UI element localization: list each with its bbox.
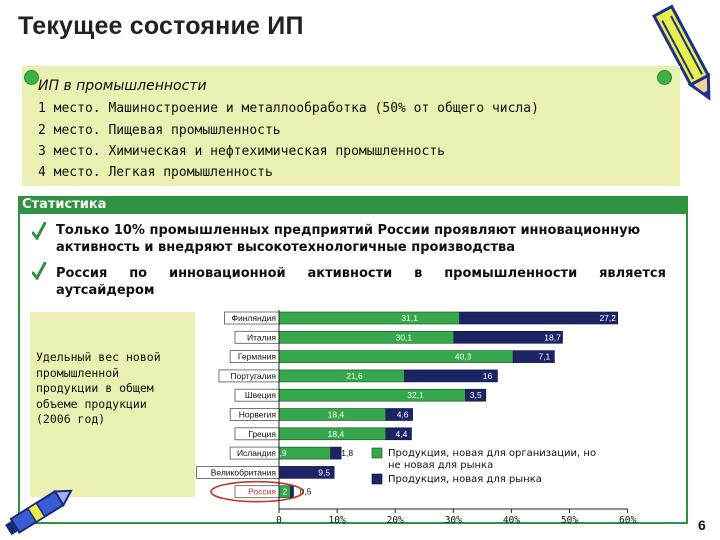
legend-swatch-org-new (372, 448, 382, 458)
page-number: 6 (698, 517, 706, 533)
bar-org-new (279, 351, 513, 363)
bar-org-new (279, 447, 331, 459)
x-tick-label: 40% (502, 515, 520, 526)
value-label-market-new: 7,1 (538, 351, 551, 362)
bar-org-new (279, 312, 460, 324)
statistics-point-2-word: в (414, 266, 423, 281)
category-label: Россия (248, 486, 276, 497)
category-label: Германия (237, 351, 276, 362)
value-label-org-new: 18,4 (327, 409, 345, 420)
value-label-market-new: 27,2 (599, 313, 616, 323)
bar-market-new (291, 486, 294, 498)
bar-org-new (279, 331, 454, 343)
x-tick-label: 0 (276, 515, 282, 526)
category-label: Греция (248, 428, 276, 439)
value-label-market-new: 16 (482, 370, 493, 381)
value-label-market-new: 18,7 (544, 332, 561, 343)
bar-market-new (460, 312, 618, 324)
value-label-org-new: 30,1 (395, 332, 413, 343)
value-label-market-new: 0,5 (299, 486, 312, 497)
statistics-point-2-word: Россия (56, 266, 108, 281)
statistics-point-2-end: аутсайдером (56, 283, 155, 298)
category-label: Норвегия (238, 409, 276, 420)
x-tick-label: 20% (386, 515, 404, 526)
legend-label-org-new: Продукция, новая для организации, но (388, 448, 597, 459)
category-label: Португалия (230, 370, 276, 381)
category-label: Великобритания (210, 467, 276, 478)
statistics-point-2-word: является (599, 266, 666, 281)
value-label-market-new: 4,6 (396, 409, 409, 420)
x-tick-label: 10% (328, 515, 346, 526)
bar-org-new (279, 389, 466, 401)
side-note-text: Удельный вес новой промышленной продукции в общем объеме продукции (2006 год) (36, 350, 161, 426)
value-label-market-new: 3,5 (469, 390, 482, 401)
legend-label-market-new: Продукция, новая для рынка (388, 474, 542, 485)
statistics-point-2-word: активности (307, 266, 393, 281)
bar-market-new (331, 447, 341, 459)
value-label-org-new: 32,1 (407, 390, 424, 401)
category-label: Швеция (244, 390, 276, 401)
category-label: Италия (247, 332, 276, 343)
value-label-market-new: 9,5 (318, 467, 331, 478)
x-tick-label: 30% (444, 515, 462, 526)
industry-rank-item: 2 место. Пищевая промышленность (38, 123, 281, 138)
statistics-point-2-word: по (129, 266, 148, 281)
value-label-org-new: 21,6 (346, 370, 363, 381)
value-label-org-new: 2 (282, 486, 288, 497)
x-tick-label: 60% (619, 515, 637, 526)
statistics-point-2-word: промышленности (444, 266, 578, 281)
x-tick-label: 50% (560, 515, 579, 526)
value-label-org-new: 8,9 (274, 448, 287, 459)
statistics-point-2-word: инновационной (168, 266, 286, 281)
category-label: Финляндия (231, 313, 276, 323)
value-label-org-new: 40,3 (454, 351, 472, 362)
industry-rank-item: 3 место. Химическая и нефтехимическая промышленность (38, 144, 445, 159)
legend-swatch-market-new (372, 474, 382, 484)
value-label-org-new: 18,4 (327, 428, 345, 439)
statistics-label: Статистика (22, 197, 107, 212)
category-label: Исландия (236, 448, 276, 459)
industry-rank-item: 4 место. Легкая промышленность (38, 165, 273, 180)
value-label-market-new: 4,4 (395, 428, 408, 439)
industry-rank-item: 1 место. Машиностроение и металлообработка (50% от общего числа) (38, 101, 539, 116)
value-label-market-new: 1,8 (341, 448, 354, 459)
page-title: Текущее состояние ИП (18, 12, 304, 40)
industry-panel-heading: ИП в промышленности (38, 78, 207, 94)
bar-org-new (279, 370, 404, 382)
statistics-point-1: Только 10% промышленных предприятий России проявляют инновационную активность и внедряют высокотехнологичные производства (56, 223, 641, 255)
legend-label-org-new: не новая для рынка (388, 460, 494, 471)
value-label-org-new: 31,1 (401, 313, 418, 323)
